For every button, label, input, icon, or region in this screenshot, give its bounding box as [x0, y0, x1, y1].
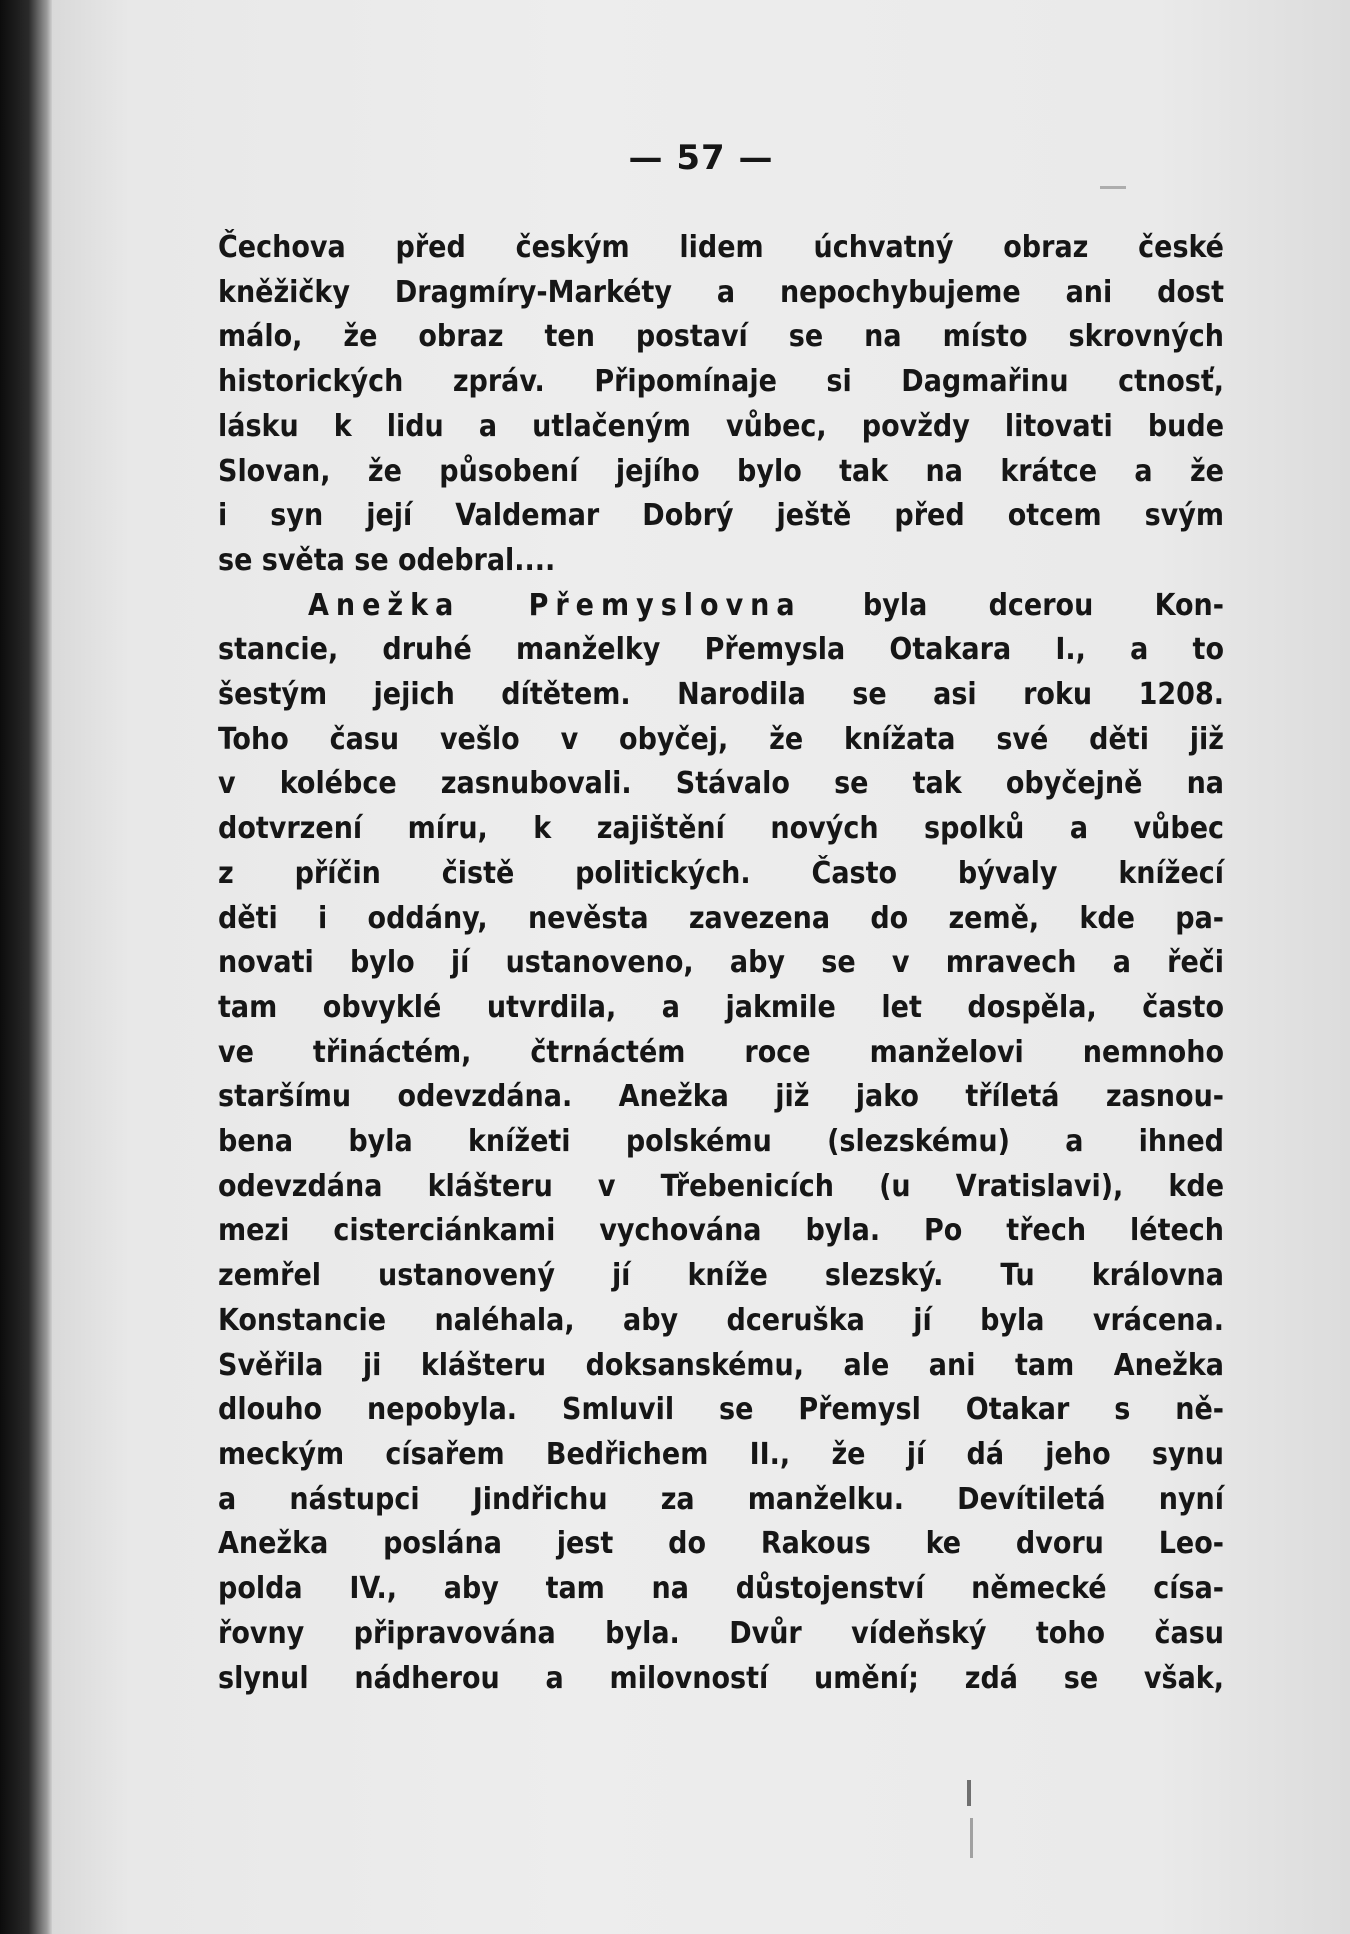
text-line: Svěřila ji klášteru doksanskému, ale ani tam Anežka: [218, 1347, 1224, 1383]
scan-speck: [967, 1780, 971, 1806]
text-line: Anežka poslána jest do Rakous ke dvoru Leo-: [218, 1526, 1224, 1562]
text-line: Konstancie naléhala, aby dceruška jí byla vrácena.: [218, 1302, 1224, 1338]
text-line: ve třináctém, čtrnáctém roce manželovi nemnoho: [218, 1034, 1224, 1070]
text-line: dotvrzení míru, k zajištění nových spolků a vůbec: [218, 811, 1224, 847]
text-line: meckým císařem Bedřichem II., že jí dá jeho synu: [218, 1436, 1224, 1472]
text-line: historických zpráv. Připomínaje si Dagmařinu ctnosť,: [218, 364, 1224, 400]
text-line: slynul nádherou a milovností umění; zdá se však,: [218, 1660, 1224, 1696]
book-page: [52, 0, 1350, 1934]
text-line: i syn její Valdemar Dobrý ještě před otcem svým: [218, 498, 1224, 534]
page-number: — 57 —: [628, 138, 774, 178]
text-line: Čechova před českým lidem úchvatný obraz české: [218, 230, 1224, 265]
text-line: polda IV., aby tam na důstojenství německé císa-: [218, 1571, 1224, 1607]
text-line: málo, že obraz ten postaví se na místo skrovných: [218, 319, 1224, 355]
text-line: novati bylo jí ustanoveno, aby se v mravech a řeči: [218, 945, 1224, 981]
text-line: dlouho nepobyla. Smluvil se Přemysl Otakar s ně-: [218, 1392, 1224, 1428]
text-line: mezi cisterciánkami vychována byla. Po třech létech: [218, 1213, 1224, 1249]
text-line: lásku k lidu a utlačeným vůbec, povždy litovati bude: [218, 408, 1224, 444]
text-line: děti i oddány, nevěsta zavezena do země, kde pa-: [218, 900, 1224, 936]
text-line: kněžičky Dragmíry-Markéty a nepochybujeme ani dost: [218, 274, 1224, 310]
text-fragment: byla dcerou Kon-: [801, 587, 1224, 623]
text-line: odevzdána klášteru v Třebenicích (u Vratislavi), kde: [218, 1168, 1224, 1204]
book-binding: [0, 0, 52, 1934]
scan-speck: [1100, 186, 1126, 189]
text-line: tam obvyklé utvrdila, a jakmile let dospěla, často: [218, 989, 1224, 1025]
text-line: a nástupci Jindřichu za manželku. Devítiletá nyní: [218, 1481, 1224, 1517]
text-line: zemřel ustanovený jí kníže slezský. Tu královna: [218, 1258, 1224, 1294]
text-line: řovny připravována byla. Dvůr vídeňský toho času: [218, 1615, 1224, 1651]
body-text: [218, 226, 1224, 1701]
spaced-name: Anežka Přemyslovna: [308, 587, 802, 623]
scan-speck: [970, 1818, 973, 1858]
text-line: staršímu odevzdána. Anežka již jako tříletá zasnou-: [218, 1079, 1224, 1115]
text-line: šestým jejich dítětem. Narodila se asi roku 1208.: [218, 677, 1224, 713]
text-line: z příčin čistě politických. Často bývaly knížecí: [218, 855, 1224, 891]
text-line-indented: [218, 584, 1224, 629]
text-line: Toho času vešlo v obyčej, že knížata své děti již: [218, 721, 1224, 757]
text-line: Slovan, že působení jejího bylo tak na krátce a že: [218, 453, 1224, 489]
text-line: bena byla knížeti polskému (slezskému) a ihned: [218, 1124, 1224, 1160]
text-line: v kolébce zasnubovali. Stávalo se tak obyčejně na: [218, 766, 1224, 802]
text-line: stancie, druhé manželky Přemysla Otakara I., a to: [218, 632, 1224, 668]
text-line: se světa se odebral....: [218, 542, 556, 578]
